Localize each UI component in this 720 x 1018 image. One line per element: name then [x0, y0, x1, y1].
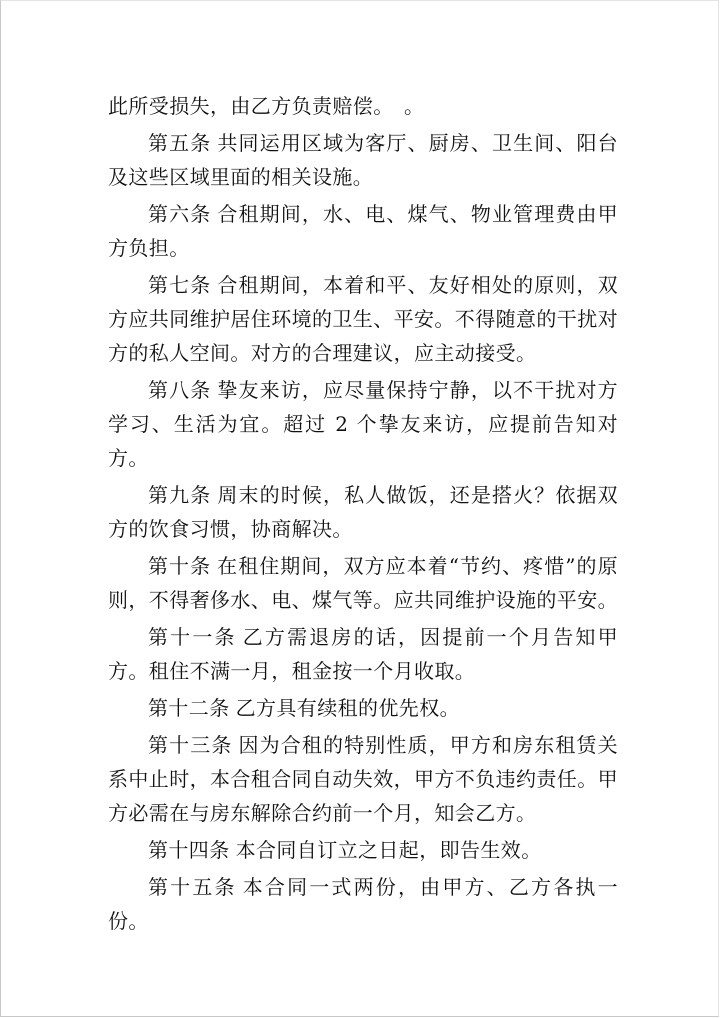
- article-text: 合租期间，本着和平、友好相处的原则，双方应共同维护居住环境的卫生、平安。不得随意的干扰对方的私人空间。对方的合理建议，应主动接受。: [108, 273, 618, 365]
- article-text: 乙方需退房的话，因提前一个月告知甲方。租住不满一月，租金按一个月收取。: [108, 625, 618, 683]
- article-13: [108, 728, 618, 830]
- article-text: 本合同自订立之日起，即告生效。: [235, 838, 542, 862]
- article-6: [108, 197, 618, 265]
- article-number: 第七条: [148, 273, 212, 297]
- article-9: [108, 478, 618, 546]
- article-5: [108, 126, 618, 194]
- article-11: [108, 620, 618, 688]
- article-7: [108, 268, 618, 370]
- paragraph-continuation: [108, 89, 618, 123]
- article-number: 第十条: [148, 554, 212, 578]
- article-text: 乙方具有续租的优先权。: [235, 696, 461, 720]
- article-number: 第十一条: [148, 625, 237, 649]
- article-10: [108, 549, 618, 617]
- article-12: [108, 691, 618, 725]
- article-text: 本合同一式两份，由甲方、乙方各执一份。: [108, 875, 618, 933]
- article-number: 第十四条: [148, 838, 230, 862]
- article-number: 第十三条: [148, 733, 233, 757]
- article-text: 挚友来访，应尽量保持宁静，以不干扰对方学习、生活为宜。超过 2 个挚友来访，应提前告知对方。: [108, 378, 618, 470]
- article-14: [108, 833, 618, 867]
- article-text: 因为合租的特别性质，甲方和房东租赁关系中止时，本合租合同自动失效，甲方不负违约责任。甲方必需在与房东解除合约前一个月，知会乙方。: [108, 733, 618, 825]
- article-text: 在租住期间，双方应本着“节约、疼惜”的原则，不得奢侈水、电、煤气等。应共同维护设施的平安。: [108, 554, 618, 612]
- paragraph-text: 此所受损失，由乙方负责赔偿。 。: [108, 94, 425, 118]
- article-number: 第九条: [148, 483, 212, 507]
- article-8: [108, 373, 618, 475]
- article-number: 第五条: [148, 131, 212, 155]
- document-body: [108, 89, 618, 941]
- article-text: 周末的时候，私人做饭，还是搭火？依据双方的饮食习惯，协商解决。: [108, 483, 618, 541]
- article-number: 第十二条: [148, 696, 230, 720]
- article-15: [108, 870, 618, 938]
- article-text: 合租期间，水、电、煤气、物业管理费由甲方负担。: [108, 202, 618, 260]
- article-number: 第六条: [148, 202, 212, 226]
- article-number: 第八条: [148, 378, 212, 402]
- article-number: 第十五条: [148, 875, 237, 899]
- article-text: 共同运用区域为客厅、厨房、卫生间、阳台及这些区域里面的相关设施。: [108, 131, 618, 189]
